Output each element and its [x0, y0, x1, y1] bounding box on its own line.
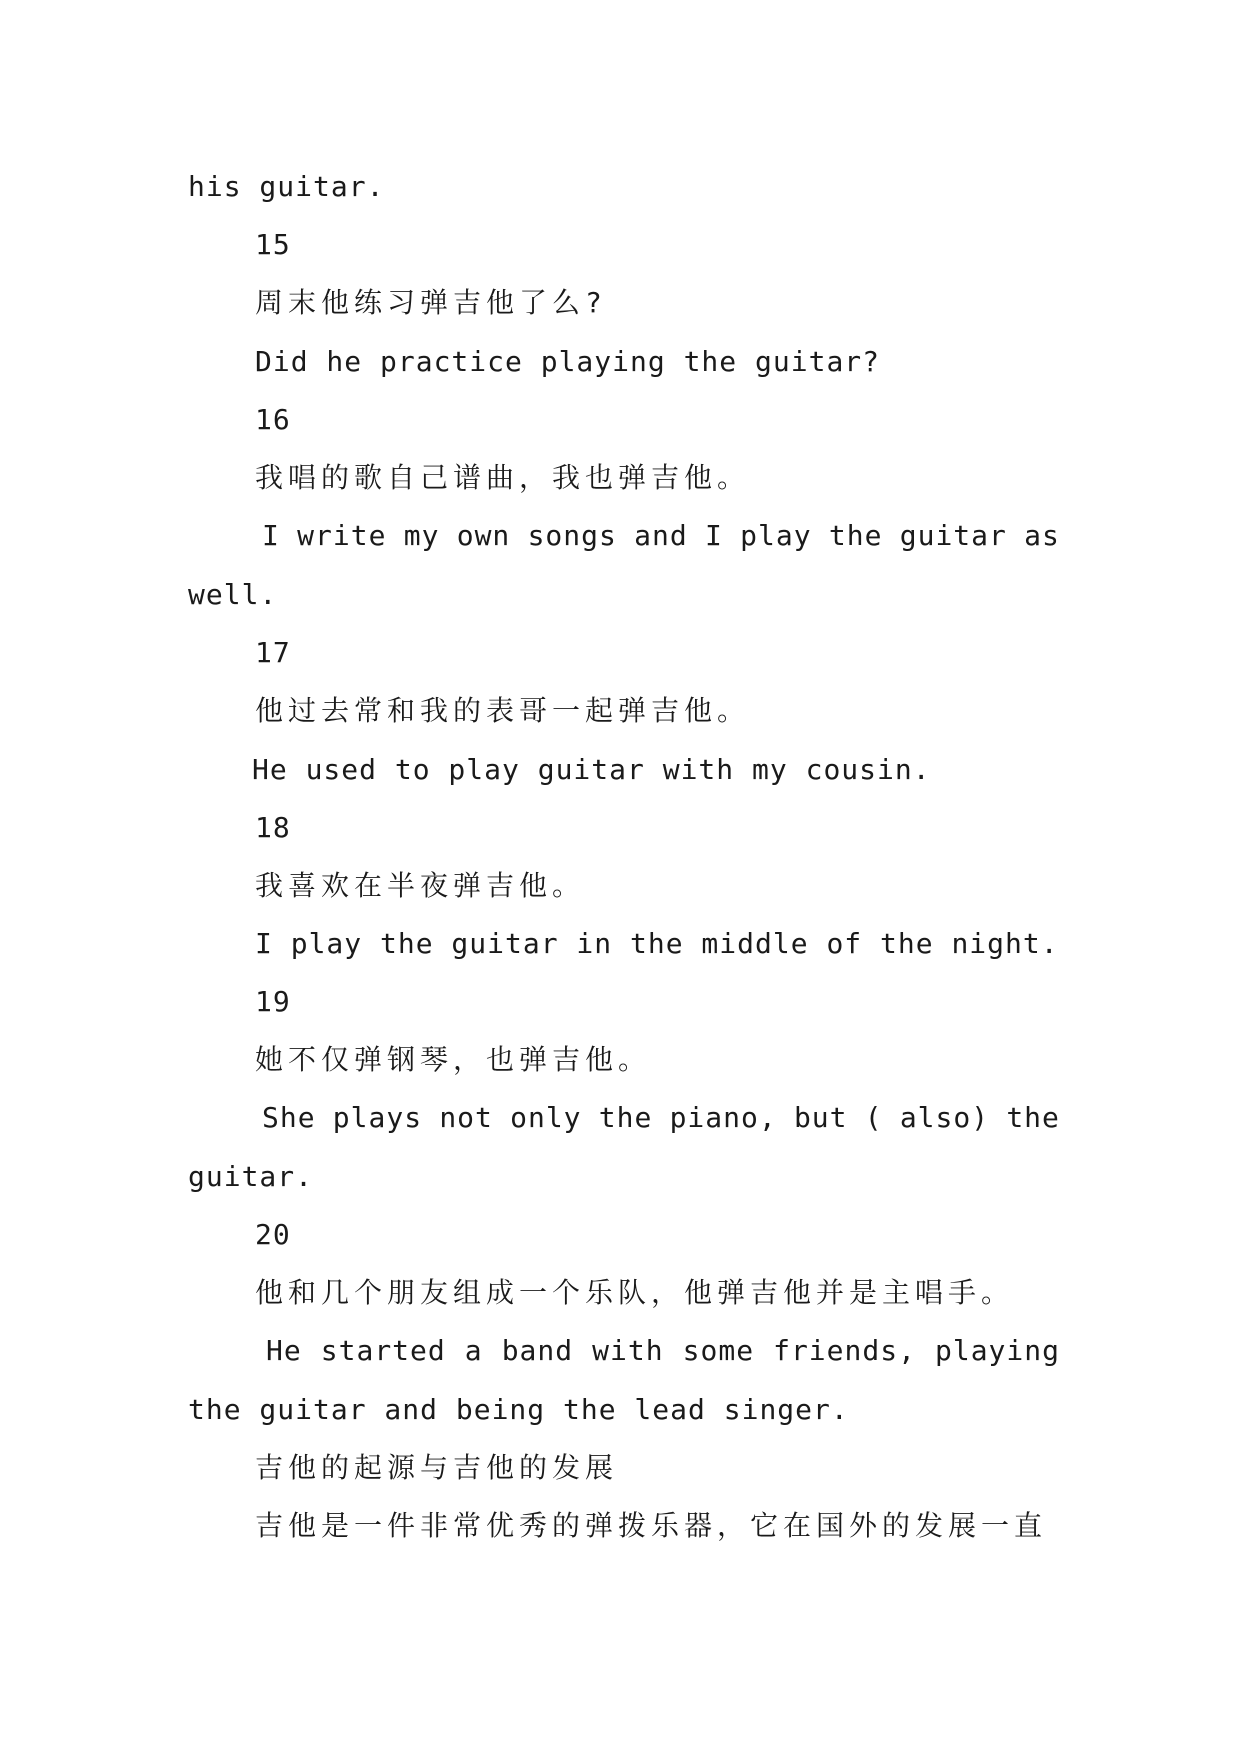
word: I — [262, 519, 280, 552]
entry-number: 17 — [255, 636, 291, 669]
word: the — [598, 1101, 653, 1134]
word: plays — [332, 1101, 423, 1134]
word: the — [1006, 1101, 1060, 1134]
word: He — [266, 1334, 302, 1367]
english-sentence: Did he practice playing the guitar? — [255, 345, 881, 378]
entry-number: 18 — [255, 811, 291, 844]
chinese-sentence: 她不仅弹钢琴，也弹吉他。 — [255, 1043, 652, 1076]
english-sentence-justified — [262, 1098, 1060, 1138]
english-sentence-continuation: the guitar and being the lead singer. — [188, 1393, 849, 1426]
word: write — [297, 519, 387, 552]
english-sentence: He used to play guitar with my cousin. — [252, 753, 931, 786]
english-sentence-justified — [266, 1331, 1060, 1371]
word: as — [1024, 519, 1060, 552]
word: guitar — [899, 519, 1007, 552]
english-sentence-continuation: guitar. — [188, 1160, 314, 1193]
word: not — [439, 1101, 493, 1134]
word: with — [592, 1334, 664, 1367]
chinese-sentence: 我喜欢在半夜弹吉他。 — [255, 869, 586, 902]
chinese-sentence: 他过去常和我的表哥一起弹吉他。 — [255, 694, 751, 727]
word: friends, — [773, 1334, 916, 1367]
entry-number: 15 — [255, 228, 291, 261]
chinese-sentence: 他和几个朋友组成一个乐队，他弹吉他并是主唱手。 — [255, 1276, 1015, 1309]
word: also) — [899, 1101, 990, 1134]
english-sentence-justified — [262, 516, 1060, 556]
word: band — [501, 1334, 574, 1367]
chinese-sentence: 周末他练习弹吉他了么? — [255, 286, 607, 319]
word: I — [705, 519, 723, 552]
chinese-sentence: 我唱的歌自己谱曲，我也弹吉他。 — [255, 461, 751, 494]
word: She — [262, 1101, 316, 1134]
english-sentence-continuation: well. — [188, 578, 278, 611]
entry-number: 19 — [255, 985, 291, 1018]
word: started — [320, 1334, 446, 1367]
word: my — [403, 519, 440, 552]
entry-number: 20 — [255, 1218, 291, 1251]
body-paragraph: 吉他是一件非常优秀的弹拨乐器，它在国外的发展一直 — [255, 1509, 1048, 1542]
word: play — [740, 519, 812, 552]
word: a — [464, 1334, 483, 1367]
word: some — [682, 1334, 755, 1367]
word: ( — [864, 1101, 883, 1134]
word: and — [634, 519, 688, 552]
word: piano, — [669, 1101, 777, 1134]
english-sentence: I play the guitar in the middle of the night. — [255, 927, 1059, 960]
paragraph-continuation: his guitar. — [188, 170, 385, 203]
word: only — [510, 1101, 582, 1134]
word: the — [828, 519, 883, 552]
word: but — [793, 1101, 848, 1134]
entry-number: 16 — [255, 403, 291, 436]
section-heading: 吉他的起源与吉他的发展 — [255, 1451, 619, 1484]
word: songs — [527, 519, 617, 552]
word: playing — [934, 1334, 1060, 1367]
word: own — [456, 519, 511, 552]
